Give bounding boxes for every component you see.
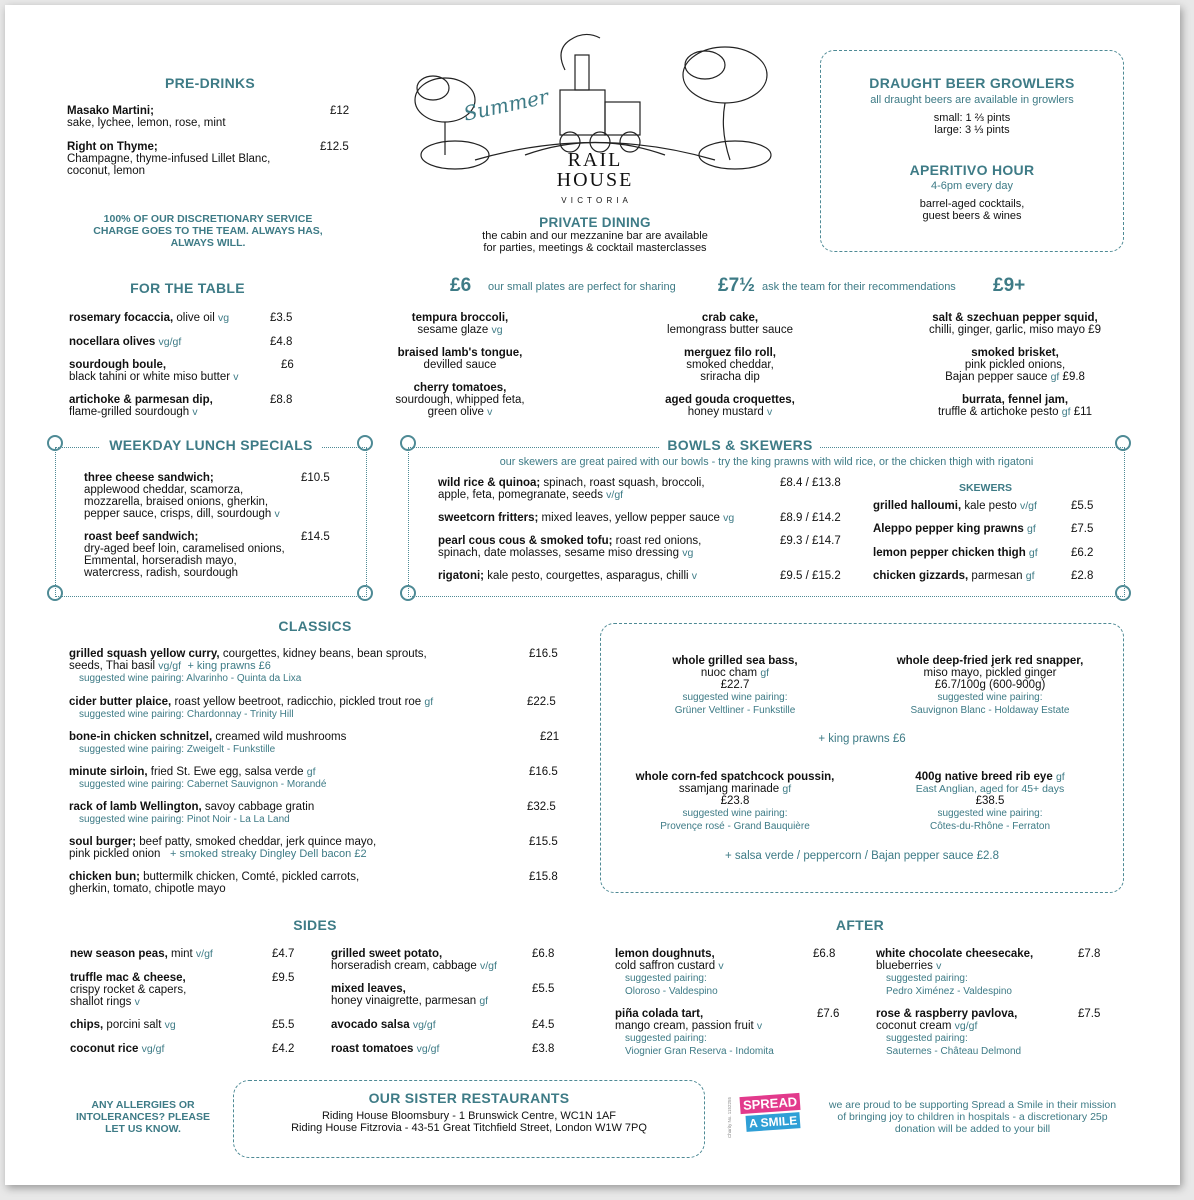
dessert-price: £7.6 (817, 1008, 840, 1020)
classic-price: £21 (540, 731, 560, 743)
lunch-title: WEEKDAY LUNCH SPECIALS (100, 437, 322, 453)
lunch-price: £10.5 (301, 472, 330, 484)
side-price: £5.5 (272, 1019, 295, 1031)
small-plate: tempura broccoli, sesame glaze vg (411, 312, 509, 336)
service-charge-note: 100% OF OUR DISCRETIONARY SERVICE CHARGE GOES TO THE TEAM. ALWAYS HAS, ALWAYS WILL. (93, 213, 323, 249)
pre-drink-price: £12.5 (320, 141, 349, 153)
classic-price: £15.8 (529, 871, 558, 883)
small-plate: burrata, fennel jam, truffle & artichoke pesto gf £11 (937, 394, 1093, 418)
corner-hook-icon (1115, 435, 1131, 451)
table-item: rosemary focaccia, olive oil vg (69, 312, 230, 324)
grill-poussin: whole corn-fed spatchcock poussin, ssamjang marinade gf £23.8 suggested wine pairing: Provençe rosé - Grand Bauquière (635, 771, 835, 832)
side-item: grilled sweet potato, horseradish cream, cabbage v/gf (331, 948, 497, 972)
growlers-subtitle: all draught beers are available in growlers (870, 94, 1074, 106)
table-price: £6 (281, 359, 294, 371)
side-price: £9.5 (272, 972, 295, 984)
table-item: sourdough boule, black tahini or white miso butter v (69, 359, 239, 383)
side-price: £3.8 (532, 1043, 555, 1055)
small-plate: aged gouda croquettes, honey mustard v (665, 394, 795, 418)
charity-number: Charity No. 1152255 (727, 1097, 732, 1138)
for-the-table-title: FOR THE TABLE (130, 280, 245, 296)
growlers-title: DRAUGHT BEER GROWLERS (869, 75, 1075, 91)
side-item: new season peas, mint v/gf (70, 948, 213, 960)
skewer-price: £6.2 (1071, 547, 1094, 559)
side-item: mixed leaves, honey vinaigrette, parmesan gf (331, 983, 489, 1007)
side-price: £5.5 (532, 983, 555, 995)
small-plate: merguez filo roll, smoked cheddar, sriracha dip (683, 347, 776, 383)
small-plate: cherry tomatoes, sourdough, whipped feta, green olive v (395, 382, 525, 418)
price-band-3: £9+ (993, 275, 1026, 296)
skewer-item: chicken gizzards, parmesan gf (873, 570, 1035, 582)
price-band-2-note: ask the team for their recommendations (762, 281, 956, 293)
growlers-sizes: small: 1 ⅔ pints large: 3 ⅓ pints (933, 112, 1011, 136)
corner-hook-icon (1115, 585, 1131, 601)
side-item: avocado salsa vg/gf (331, 1019, 436, 1031)
classic-item: minute sirloin, fried St. Ewe egg, salsa verde gf suggested wine pairing: Cabernet Sauvignon - Morandé (69, 766, 327, 790)
side-item: coconut rice vg/gf (70, 1043, 165, 1055)
side-item: chips, porcini salt vg (70, 1019, 176, 1031)
side-price: £4.5 (532, 1019, 555, 1031)
classic-item: bone-in chicken schnitzel, creamed wild mushrooms suggested wine pairing: Zweigelt - Funkstille (69, 731, 347, 755)
dessert-item: lemon doughnuts, cold saffron custard v suggested pairing: Oloroso - Valdespino (615, 948, 724, 997)
small-plate: salt & szechuan pepper squid, chilli, ginger, garlic, miso mayo £9 (929, 312, 1101, 336)
classic-item: rack of lamb Wellington, savoy cabbage gratin suggested wine pairing: Pinot Noir - La La Land (69, 801, 315, 825)
pre-drink-price: £12 (330, 105, 350, 117)
summer-script: Summer (461, 84, 551, 126)
classic-item: soul burger; beef patty, smoked cheddar, jerk quince mayo, pink pickled onion + smoked streaky Dingley Dell bacon £2 (69, 836, 377, 860)
pre-drinks-title: PRE-DRINKS (164, 75, 256, 91)
aperitivo-time: 4-6pm every day (931, 180, 1013, 192)
table-item: nocellara olives vg/gf (69, 336, 182, 348)
allergies-note: ANY ALLERGIES OR INTOLERANCES? PLEASE LET US KNOW. (76, 1099, 210, 1135)
table-item: artichoke & parmesan dip, flame-grilled sourdough v (69, 394, 213, 418)
skewer-price: £5.5 (1071, 500, 1094, 512)
classic-item: cider butter plaice, roast yellow beetroot, radicchio, pickled trout roe gf suggested wine pairing: Chardonnay - Trinity Hill (69, 696, 434, 720)
dessert-price: £6.8 (813, 948, 836, 960)
bowl-price: £9.3 / £14.7 (780, 535, 841, 547)
corner-hook-icon (47, 435, 63, 451)
aperitivo-text: barrel-aged cocktails, guest beers & wines (919, 198, 1025, 222)
small-plate: braised lamb's tongue, devilled sauce (397, 347, 523, 371)
grill-snapper: whole deep-fried jerk red snapper, miso mayo, pickled ginger £6.7/100g (600-900g) suggested wine pairing: Sauvignon Blanc - Holdaway Estate (896, 655, 1084, 716)
price-band-1-note: our small plates are perfect for sharing (488, 281, 676, 293)
bowl-item: wild rice & quinoa; spinach, roast squash, broccoli, apple, feta, pomegranate, seeds v/gf (438, 477, 705, 501)
sister-addresses: Riding House Bloomsbury - 1 Brunswick Centre, WC1N 1AF Riding House Fitzrovia - 43-51 Great Titchfield Street, London W1W 7PQ (291, 1110, 647, 1134)
side-price: £6.8 (532, 948, 555, 960)
classic-item: chicken bun; buttermilk chicken, Comté, pickled carrots, gherkin, tomato, chipotle mayo (69, 871, 360, 895)
classic-price: £22.5 (527, 696, 556, 708)
skewers-title: SKEWERS (958, 482, 1013, 494)
bowls-subtitle: our skewers are great paired with our bowls - try the king prawns with wild rice, or the chicken thigh with rigatoni (499, 456, 1034, 468)
classic-price: £32.5 (527, 801, 556, 813)
after-title: AFTER (835, 917, 885, 933)
corner-hook-icon (47, 585, 63, 601)
private-dining-title: PRIVATE DINING (539, 215, 651, 230)
bowl-price: £8.4 / £13.8 (780, 477, 841, 489)
small-plate: smoked brisket, pink pickled onions, Bajan pepper sauce gf £9.8 (945, 347, 1085, 383)
spread-a-smile-logo: SPREAD A SMILE (740, 1095, 810, 1139)
skewer-price: £7.5 (1071, 523, 1094, 535)
side-item: roast tomatoes vg/gf (331, 1043, 440, 1055)
table-price: £4.8 (270, 336, 293, 348)
table-price: £8.8 (270, 394, 293, 406)
spread-a-smile-text: we are proud to be supporting Spread a Smile in their mission of bringing joy to children in hospitals - a discretionary 25p donation will be added to your bill (828, 1099, 1117, 1135)
classic-price: £16.5 (529, 648, 558, 660)
corner-hook-icon (357, 435, 373, 451)
aperitivo-title: APERITIVO HOUR (909, 162, 1035, 178)
sister-title: OUR SISTER RESTAURANTS (368, 1090, 570, 1106)
menu-sheet (5, 5, 1180, 1185)
classic-item: grilled squash yellow curry, courgettes, kidney beans, bean sprouts, seeds, Thai basil vg/gf + king prawns £6 suggested wine pairing: Alvarinho - Quinta da Lixa (69, 648, 427, 684)
grill-seabass: whole grilled sea bass, nuoc cham gf £22.7 suggested wine pairing: Grüner Veltliner - Funkstille (672, 655, 798, 716)
dessert-price: £7.8 (1078, 948, 1101, 960)
small-plate: crab cake, lemongrass butter sauce (667, 312, 793, 336)
dessert-item: piña colada tart, mango cream, passion fruit v suggested pairing: Viognier Gran Reserva - Indomita (615, 1008, 774, 1057)
side-item: truffle mac & cheese, crispy rocket & capers, shallot rings v (70, 972, 187, 1008)
bowl-item: sweetcorn fritters; mixed leaves, yellow pepper sauce vg (438, 512, 735, 524)
price-band-2: £7½ (718, 275, 755, 296)
classic-price: £15.5 (529, 836, 558, 848)
dessert-item: rose & raspberry pavlova, coconut cream vg/gf suggested pairing: Sauternes - Château Delmond (876, 1008, 1022, 1057)
private-dining-text: the cabin and our mezzanine bar are available for parties, meetings & cocktail masterclasses (482, 230, 708, 254)
lunch-item: three cheese sandwich; applewood cheddar, scamorza, mozzarella, braised onions, gherkin, pepper sauce, crisps, dill, sourdough v (84, 472, 280, 520)
brand-name: RAIL HOUSE (556, 149, 634, 191)
table-price: £3.5 (270, 312, 293, 324)
dessert-price: £7.5 (1078, 1008, 1101, 1020)
lunch-price: £14.5 (301, 531, 330, 543)
bowl-item: pearl cous cous & smoked tofu; roast red onions, spinach, date molasses, sesame miso dressing vg (438, 535, 702, 559)
skewer-item: grilled halloumi, kale pesto v/gf (873, 500, 1037, 512)
corner-hook-icon (357, 585, 373, 601)
pre-drink-item: Masako Martini; sake, lychee, lemon, rose, mint (67, 105, 226, 129)
skewer-item: Aleppo pepper king prawns gf (873, 523, 1036, 535)
skewer-item: lemon pepper chicken thigh gf (873, 547, 1038, 559)
grill-ribeye: 400g native breed rib eye gf East Anglian, aged for 45+ days £38.5 suggested wine pairing: Côtes-du-Rhône - Ferraton (915, 771, 1065, 832)
lunch-item: roast beef sandwich; dry-aged beef loin, caramelised onions, Emmental, horseradish mayo, watercress, radish, sourdough (84, 531, 285, 579)
bowl-item: rigatoni; kale pesto, courgettes, asparagus, chilli v (438, 570, 698, 582)
sides-title: SIDES (293, 917, 337, 933)
classic-price: £16.5 (529, 766, 558, 778)
dessert-item: white chocolate cheesecake, blueberries v suggested pairing: Pedro Ximénez - Valdespino (876, 948, 1034, 997)
side-price: £4.2 (272, 1043, 295, 1055)
corner-hook-icon (400, 585, 416, 601)
classics-title: CLASSICS (278, 618, 352, 634)
grill-sauces: + salsa verde / peppercorn / Bajan pepper sauce £2.8 (725, 850, 999, 862)
corner-hook-icon (400, 435, 416, 451)
bowl-price: £8.9 / £14.2 (780, 512, 841, 524)
bowls-title: BOWLS & SKEWERS (660, 437, 820, 453)
grill-prawns-addon: + king prawns £6 (818, 733, 906, 745)
skewer-price: £2.8 (1071, 570, 1094, 582)
side-price: £4.7 (272, 948, 295, 960)
price-band-1: £6 (450, 275, 472, 296)
brand-location: V I C T O R I A (561, 196, 629, 205)
bowl-price: £9.5 / £15.2 (780, 570, 841, 582)
pre-drink-item: Right on Thyme; Champagne, thyme-infused Lillet Blanc, coconut, lemon (67, 141, 271, 177)
